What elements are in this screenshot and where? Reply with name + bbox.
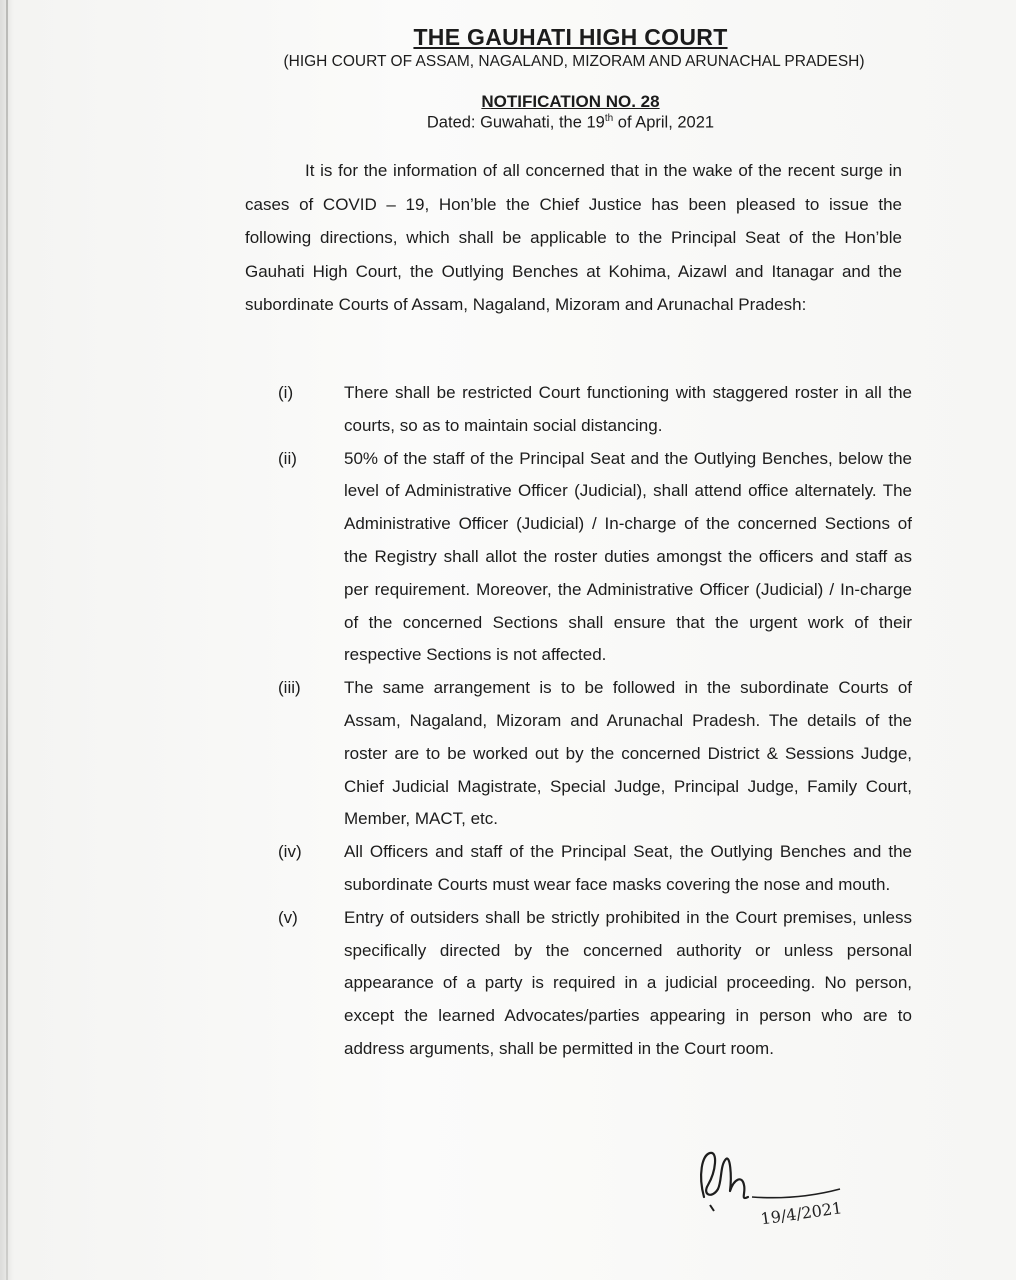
item-text: Entry of outsiders shall be strictly prohibited in the Court premises, unless specifically directed by the concerned authority or unless personal appearance of a party is required in a judicial proceeding. No person, except the learned Advocates/parties appearing in person who are to address arguments, shall be permitted in the Court room. bbox=[344, 907, 912, 1058]
intro-paragraph: It is for the information of all concerned that in the wake of the recent surge in cases of COVID – 19, Hon’ble the Chief Justice has been pleased to issue the following directions, which shall be applicable to the Principal Seat of the Hon’ble Gauhati High Court, the Outlying Benches at Kohima, Aizawl and Itanagar and the subordinate Courts of Assam, Nagaland, Mizoram and Arunachal Pradesh: bbox=[245, 161, 902, 315]
item-number: (i) bbox=[278, 383, 294, 402]
list-item bbox=[276, 836, 912, 902]
list-item bbox=[276, 377, 912, 443]
notification-title: NOTIFICATION NO. 28 bbox=[481, 92, 660, 111]
item-text: There shall be restricted Court functioning with staggered roster in all the courts, so as to maintain social distancing. bbox=[344, 383, 912, 435]
list-item bbox=[276, 902, 912, 1066]
date-prefix: Dated: Guwahati, the 19 bbox=[426, 113, 605, 132]
list-item bbox=[276, 672, 912, 836]
document-header bbox=[0, 24, 1016, 71]
signature bbox=[690, 1145, 860, 1225]
notification-heading bbox=[0, 92, 1016, 133]
notification-date bbox=[0, 113, 1016, 133]
item-number: (iii) bbox=[278, 678, 301, 698]
directions-list bbox=[276, 377, 912, 1066]
court-name: THE GAUHATI HIGH COURT bbox=[413, 24, 728, 50]
date-superscript: th bbox=[604, 113, 614, 124]
item-text: 50% of the staff of the Principal Seat and the Outlying Benches, below the level of Administrative Officer (Judicial), shall attend office alternately. The Administrative Officer (Judicial) / In-charge of the concerned Sections of the Registry shall allot the roster duties amongst the officers and staff as per requirement. Moreover, the Administrative Officer (Judicial) / In-charge of the concerned Sections shall ensure that the urgent work of their respective Sections is not affected. bbox=[344, 448, 912, 665]
item-number: (v) bbox=[278, 907, 298, 927]
page-edge-shadow bbox=[6, 0, 8, 1280]
item-number: (iv) bbox=[278, 842, 302, 862]
item-number: (ii) bbox=[278, 448, 297, 468]
list-item bbox=[276, 443, 912, 673]
signature-date: 19/4/2021 bbox=[759, 1198, 844, 1225]
item-text: All Officers and staff of the Principal Seat, the Outlying Benches and the subordinate Courts must wear face masks covering the nose and mouth. bbox=[344, 842, 912, 894]
court-subtitle: (HIGH COURT OF ASSAM, NAGALAND, MIZORAM AND ARUNACHAL PRADESH) bbox=[283, 53, 865, 70]
date-suffix: of April, 2021 bbox=[613, 113, 715, 132]
item-text: The same arrangement is to be followed in the subordinate Courts of Assam, Nagaland, Mizoram and Arunachal Pradesh. The details of the roster are to be worked out by the concerned District & Sessions Judge, Chief Judicial Magistrate, Special Judge, Principal Judge, Family Court, Member, MACT, etc. bbox=[344, 678, 912, 829]
signature-scribble-icon bbox=[690, 1145, 860, 1225]
